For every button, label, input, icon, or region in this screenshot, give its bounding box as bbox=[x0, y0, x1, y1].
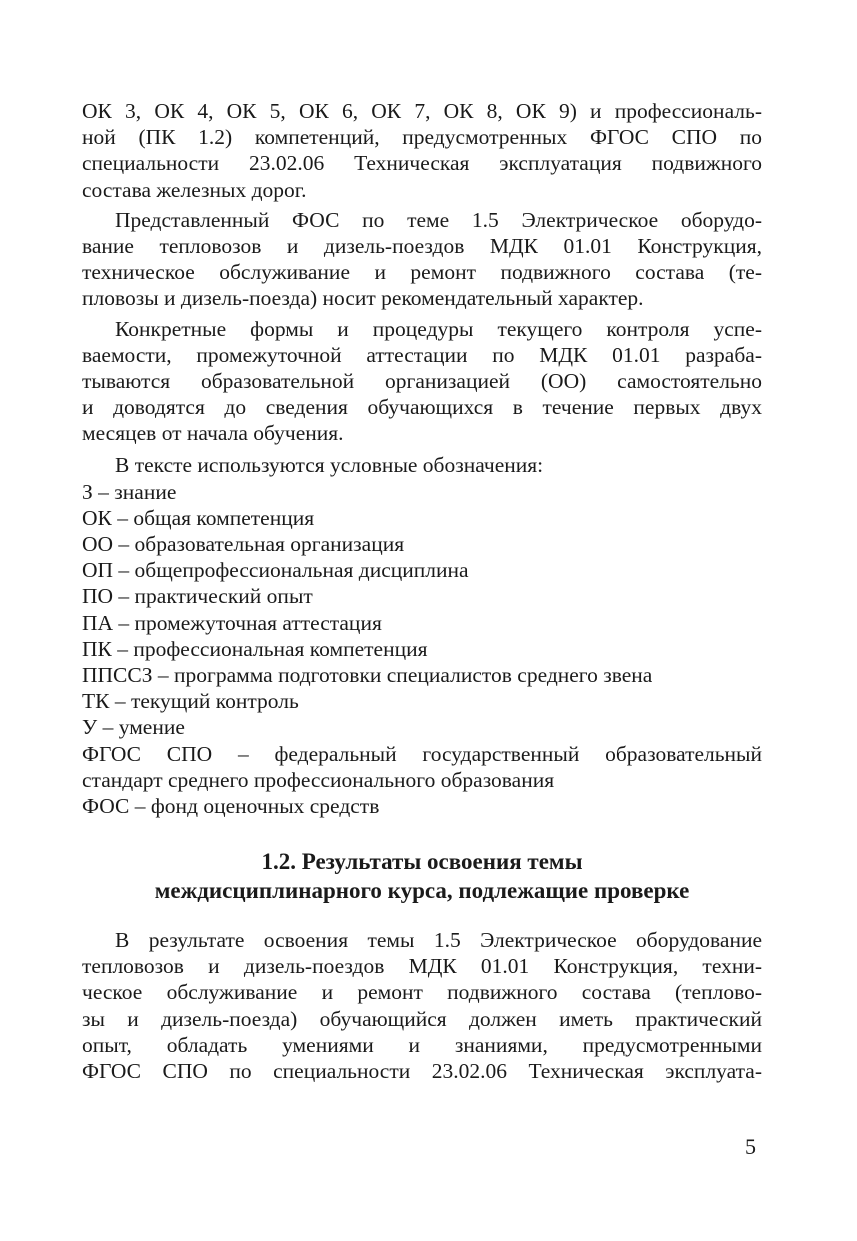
paragraph-fos-description bbox=[82, 207, 762, 312]
section-heading-line1: 1.2. Результаты освоения темы bbox=[261, 849, 583, 875]
text-line: ОК 3, ОК 4, ОК 5, ОК 6, ОК 7, ОК 8, ОК 9) и профессиональ- bbox=[82, 99, 762, 123]
abbreviation-item: ППССЗ – программа подготовки специалистов среднего звена bbox=[82, 662, 653, 687]
text-line: специальности 23.02.06 Техническая эксплуатация подвижного bbox=[82, 151, 762, 176]
text-line: ной (ПК 1.2) компетенций, предусмотренных ФГОС СПО по bbox=[82, 125, 762, 150]
text-line: В результате освоения темы 1.5 Электрическое оборудование bbox=[115, 928, 762, 953]
page-number: 5 bbox=[745, 1134, 756, 1159]
abbreviation-item: ПА – промежуточная аттестация bbox=[82, 610, 382, 635]
abbreviation-item: ФГОС СПО – федеральный государственный образовательный bbox=[82, 741, 762, 766]
text-line: вание тепловозов и дизель-поездов МДК 01.01 Конструкция, bbox=[82, 233, 762, 258]
abbreviation-item: ПО – практический опыт bbox=[82, 584, 313, 609]
abbreviation-item: ОК – общая компетенция bbox=[82, 505, 315, 530]
text-line: техническое обслуживание и ремонт подвижного состава (те- bbox=[82, 260, 762, 285]
text-line: пловозы и дизель-поезда) носит рекомендательный характер. bbox=[82, 286, 644, 311]
text-line: опыт, обладать умениями и знаниями, предусмотренными bbox=[82, 1032, 762, 1057]
abbreviation-item: ФОС – фонд оценочных средств bbox=[82, 793, 380, 818]
abbreviation-item: ОП – общепрофессиональная дисциплина bbox=[82, 558, 469, 583]
paragraph-competencies bbox=[82, 98, 762, 203]
text-line: месяцев от начала обучения. bbox=[82, 421, 344, 446]
abbreviations-list bbox=[82, 452, 762, 819]
text-line: ФГОС СПО по специальности 23.02.06 Техническая эксплуата- bbox=[82, 1059, 762, 1083]
text-line: Конкретные формы и процедуры текущего контроля успе- bbox=[115, 316, 762, 341]
text-line: ваемости, промежуточной аттестации по МДК 01.01 разраба- bbox=[82, 342, 762, 367]
abbreviations-intro: В тексте используются условные обозначения: bbox=[115, 453, 544, 478]
text-line: тываются образовательной организацией (ОО) самостоятельно bbox=[82, 368, 762, 393]
section-heading-line2: междисциплинарного курса, подлежащие проверке bbox=[154, 878, 690, 904]
abbreviation-item: ОО – образовательная организация bbox=[82, 532, 405, 556]
section-heading bbox=[82, 847, 762, 905]
abbreviation-item: ТК – текущий контроль bbox=[82, 689, 299, 714]
paragraph-results bbox=[82, 927, 762, 1084]
page-body bbox=[82, 98, 762, 1084]
text-line: зы и дизель-поезда) обучающийся должен иметь практический bbox=[82, 1006, 762, 1031]
text-line: тепловозов и дизель-поездов МДК 01.01 Конструкция, техни- bbox=[82, 954, 762, 979]
paragraph-control-forms bbox=[82, 316, 762, 447]
text-line: Представленный ФОС по теме 1.5 Электрическое оборудо- bbox=[115, 207, 762, 232]
text-line: и доводятся до сведения обучающихся в течение первых двух bbox=[82, 395, 762, 420]
text-line: состава железных дорог. bbox=[82, 177, 307, 202]
abbreviation-item: З – знание bbox=[82, 479, 177, 504]
abbreviation-item: У – умение bbox=[82, 715, 185, 740]
abbreviation-item: ПК – профессиональная компетенция bbox=[82, 636, 428, 661]
text-line: ческое обслуживание и ремонт подвижного состава (теплово- bbox=[82, 980, 762, 1005]
abbreviation-item-continuation: стандарт среднего профессионального образования bbox=[82, 767, 555, 792]
